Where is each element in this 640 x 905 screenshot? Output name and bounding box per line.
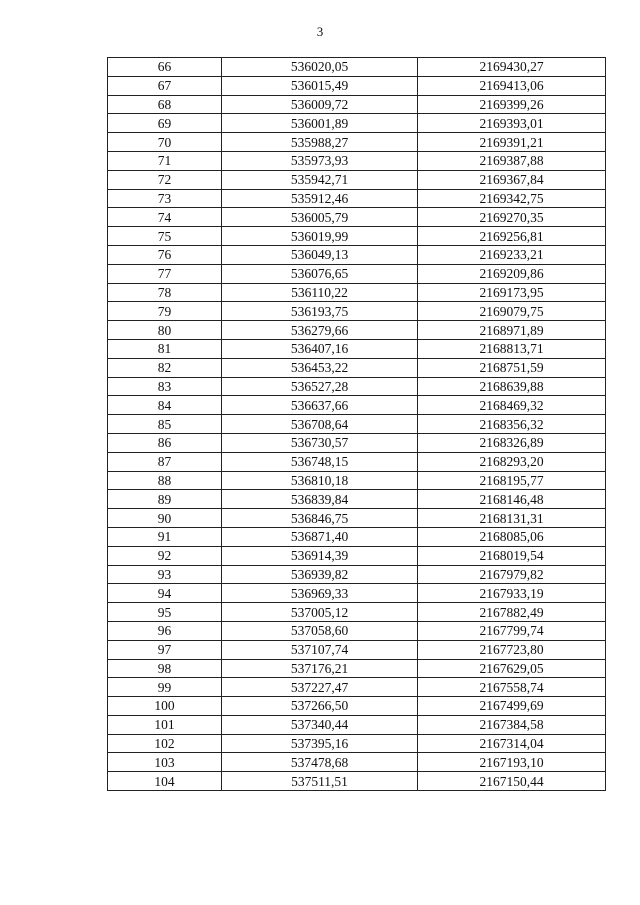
x-coordinate-cell: 535973,93 — [222, 151, 418, 170]
point-number-cell: 89 — [108, 490, 222, 509]
y-coordinate-cell: 2169367,84 — [418, 170, 606, 189]
y-coordinate-cell: 2167150,44 — [418, 772, 606, 791]
y-coordinate-cell: 2168293,20 — [418, 452, 606, 471]
point-number-cell: 97 — [108, 640, 222, 659]
table-row — [108, 490, 606, 509]
y-coordinate-cell: 2168146,48 — [418, 490, 606, 509]
table-row — [108, 452, 606, 471]
table-row — [108, 659, 606, 678]
table-row — [108, 283, 606, 302]
y-coordinate-cell: 2167314,04 — [418, 734, 606, 753]
x-coordinate-cell: 536939,82 — [222, 565, 418, 584]
table-row — [108, 527, 606, 546]
y-coordinate-cell: 2168131,31 — [418, 509, 606, 528]
point-number-cell: 72 — [108, 170, 222, 189]
table-row — [108, 133, 606, 152]
table-row — [108, 208, 606, 227]
table-row — [108, 377, 606, 396]
y-coordinate-cell: 2167979,82 — [418, 565, 606, 584]
point-number-cell: 92 — [108, 546, 222, 565]
x-coordinate-cell: 536527,28 — [222, 377, 418, 396]
page-number: 3 — [316, 24, 324, 39]
table-row — [108, 433, 606, 452]
point-number-cell: 86 — [108, 433, 222, 452]
point-number-cell: 102 — [108, 734, 222, 753]
table-row — [108, 58, 606, 77]
y-coordinate-cell: 2168813,71 — [418, 339, 606, 358]
x-coordinate-cell: 535942,71 — [222, 170, 418, 189]
x-coordinate-cell: 535912,46 — [222, 189, 418, 208]
table-row — [108, 339, 606, 358]
table-row — [108, 546, 606, 565]
y-coordinate-cell: 2168469,32 — [418, 396, 606, 415]
x-coordinate-cell: 537227,47 — [222, 678, 418, 697]
point-number-cell: 77 — [108, 264, 222, 283]
point-number-cell: 98 — [108, 659, 222, 678]
point-number-cell: 74 — [108, 208, 222, 227]
x-coordinate-cell: 536279,66 — [222, 321, 418, 340]
x-coordinate-cell: 536076,65 — [222, 264, 418, 283]
x-coordinate-cell: 536969,33 — [222, 584, 418, 603]
table-row — [108, 396, 606, 415]
table-row — [108, 621, 606, 640]
point-number-cell: 94 — [108, 584, 222, 603]
x-coordinate-cell: 536019,99 — [222, 227, 418, 246]
y-coordinate-cell: 2167193,10 — [418, 753, 606, 772]
table-row — [108, 734, 606, 753]
point-number-cell: 99 — [108, 678, 222, 697]
x-coordinate-cell: 537107,74 — [222, 640, 418, 659]
point-number-cell: 83 — [108, 377, 222, 396]
point-number-cell: 87 — [108, 452, 222, 471]
point-number-cell: 96 — [108, 621, 222, 640]
table-row — [108, 170, 606, 189]
x-coordinate-cell: 536005,79 — [222, 208, 418, 227]
point-number-cell: 79 — [108, 302, 222, 321]
x-coordinate-cell: 536015,49 — [222, 76, 418, 95]
y-coordinate-cell: 2169342,75 — [418, 189, 606, 208]
y-coordinate-cell: 2168356,32 — [418, 415, 606, 434]
table-row — [108, 509, 606, 528]
table-row — [108, 264, 606, 283]
x-coordinate-cell: 536020,05 — [222, 58, 418, 77]
point-number-cell: 67 — [108, 76, 222, 95]
y-coordinate-cell: 2169387,88 — [418, 151, 606, 170]
table-row — [108, 245, 606, 264]
table-row — [108, 772, 606, 791]
point-number-cell: 103 — [108, 753, 222, 772]
y-coordinate-cell: 2167384,58 — [418, 715, 606, 734]
y-coordinate-cell: 2168639,88 — [418, 377, 606, 396]
y-coordinate-cell: 2169393,01 — [418, 114, 606, 133]
point-number-cell: 66 — [108, 58, 222, 77]
x-coordinate-cell: 536110,22 — [222, 283, 418, 302]
y-coordinate-cell: 2167499,69 — [418, 697, 606, 716]
y-coordinate-cell: 2167799,74 — [418, 621, 606, 640]
table-row — [108, 640, 606, 659]
x-coordinate-cell: 537266,50 — [222, 697, 418, 716]
point-number-cell: 76 — [108, 245, 222, 264]
x-coordinate-cell: 537511,51 — [222, 772, 418, 791]
y-coordinate-cell: 2169399,26 — [418, 95, 606, 114]
table-row — [108, 565, 606, 584]
y-coordinate-cell: 2169173,95 — [418, 283, 606, 302]
table-row — [108, 189, 606, 208]
y-coordinate-cell: 2169270,35 — [418, 208, 606, 227]
point-number-cell: 104 — [108, 772, 222, 791]
table-row — [108, 358, 606, 377]
table-row — [108, 753, 606, 772]
y-coordinate-cell: 2168971,89 — [418, 321, 606, 340]
point-number-cell: 81 — [108, 339, 222, 358]
table-row — [108, 76, 606, 95]
y-coordinate-cell: 2169209,86 — [418, 264, 606, 283]
x-coordinate-cell: 537395,16 — [222, 734, 418, 753]
y-coordinate-cell: 2167629,05 — [418, 659, 606, 678]
y-coordinate-cell: 2167558,74 — [418, 678, 606, 697]
y-coordinate-cell: 2169413,06 — [418, 76, 606, 95]
table-row — [108, 302, 606, 321]
x-coordinate-cell: 536846,75 — [222, 509, 418, 528]
table-row — [108, 584, 606, 603]
x-coordinate-cell: 536839,84 — [222, 490, 418, 509]
y-coordinate-cell: 2167933,19 — [418, 584, 606, 603]
table-row — [108, 697, 606, 716]
x-coordinate-cell: 536730,57 — [222, 433, 418, 452]
point-number-cell: 91 — [108, 527, 222, 546]
x-coordinate-cell: 536049,13 — [222, 245, 418, 264]
x-coordinate-cell: 536009,72 — [222, 95, 418, 114]
point-number-cell: 71 — [108, 151, 222, 170]
point-number-cell: 84 — [108, 396, 222, 415]
point-number-cell: 82 — [108, 358, 222, 377]
x-coordinate-cell: 536871,40 — [222, 527, 418, 546]
point-number-cell: 78 — [108, 283, 222, 302]
x-coordinate-cell: 537478,68 — [222, 753, 418, 772]
point-number-cell: 100 — [108, 697, 222, 716]
x-coordinate-cell: 537340,44 — [222, 715, 418, 734]
y-coordinate-cell: 2169256,81 — [418, 227, 606, 246]
x-coordinate-cell: 536193,75 — [222, 302, 418, 321]
point-number-cell: 88 — [108, 471, 222, 490]
x-coordinate-cell: 536748,15 — [222, 452, 418, 471]
table-row — [108, 603, 606, 622]
x-coordinate-cell: 537176,21 — [222, 659, 418, 678]
x-coordinate-cell: 536810,18 — [222, 471, 418, 490]
x-coordinate-cell: 536453,22 — [222, 358, 418, 377]
table-row — [108, 227, 606, 246]
x-coordinate-cell: 537005,12 — [222, 603, 418, 622]
point-number-cell: 68 — [108, 95, 222, 114]
coordinates-table-body — [108, 58, 606, 791]
point-number-cell: 85 — [108, 415, 222, 434]
y-coordinate-cell: 2169430,27 — [418, 58, 606, 77]
table-row — [108, 151, 606, 170]
y-coordinate-cell: 2167723,80 — [418, 640, 606, 659]
point-number-cell: 101 — [108, 715, 222, 734]
x-coordinate-cell: 536914,39 — [222, 546, 418, 565]
x-coordinate-cell: 536407,16 — [222, 339, 418, 358]
y-coordinate-cell: 2168326,89 — [418, 433, 606, 452]
point-number-cell: 75 — [108, 227, 222, 246]
y-coordinate-cell: 2169391,21 — [418, 133, 606, 152]
y-coordinate-cell: 2168019,54 — [418, 546, 606, 565]
table-row — [108, 95, 606, 114]
coordinates-table — [107, 57, 606, 791]
y-coordinate-cell: 2168751,59 — [418, 358, 606, 377]
x-coordinate-cell: 536001,89 — [222, 114, 418, 133]
table-row — [108, 415, 606, 434]
table-row — [108, 678, 606, 697]
point-number-cell: 70 — [108, 133, 222, 152]
point-number-cell: 80 — [108, 321, 222, 340]
y-coordinate-cell: 2169079,75 — [418, 302, 606, 321]
table-row — [108, 114, 606, 133]
y-coordinate-cell: 2168195,77 — [418, 471, 606, 490]
point-number-cell: 95 — [108, 603, 222, 622]
x-coordinate-cell: 536637,66 — [222, 396, 418, 415]
y-coordinate-cell: 2167882,49 — [418, 603, 606, 622]
x-coordinate-cell: 536708,64 — [222, 415, 418, 434]
table-row — [108, 471, 606, 490]
point-number-cell: 73 — [108, 189, 222, 208]
table-row — [108, 321, 606, 340]
table-row — [108, 715, 606, 734]
x-coordinate-cell: 535988,27 — [222, 133, 418, 152]
x-coordinate-cell: 537058,60 — [222, 621, 418, 640]
point-number-cell: 69 — [108, 114, 222, 133]
y-coordinate-cell: 2169233,21 — [418, 245, 606, 264]
y-coordinate-cell: 2168085,06 — [418, 527, 606, 546]
point-number-cell: 90 — [108, 509, 222, 528]
point-number-cell: 93 — [108, 565, 222, 584]
